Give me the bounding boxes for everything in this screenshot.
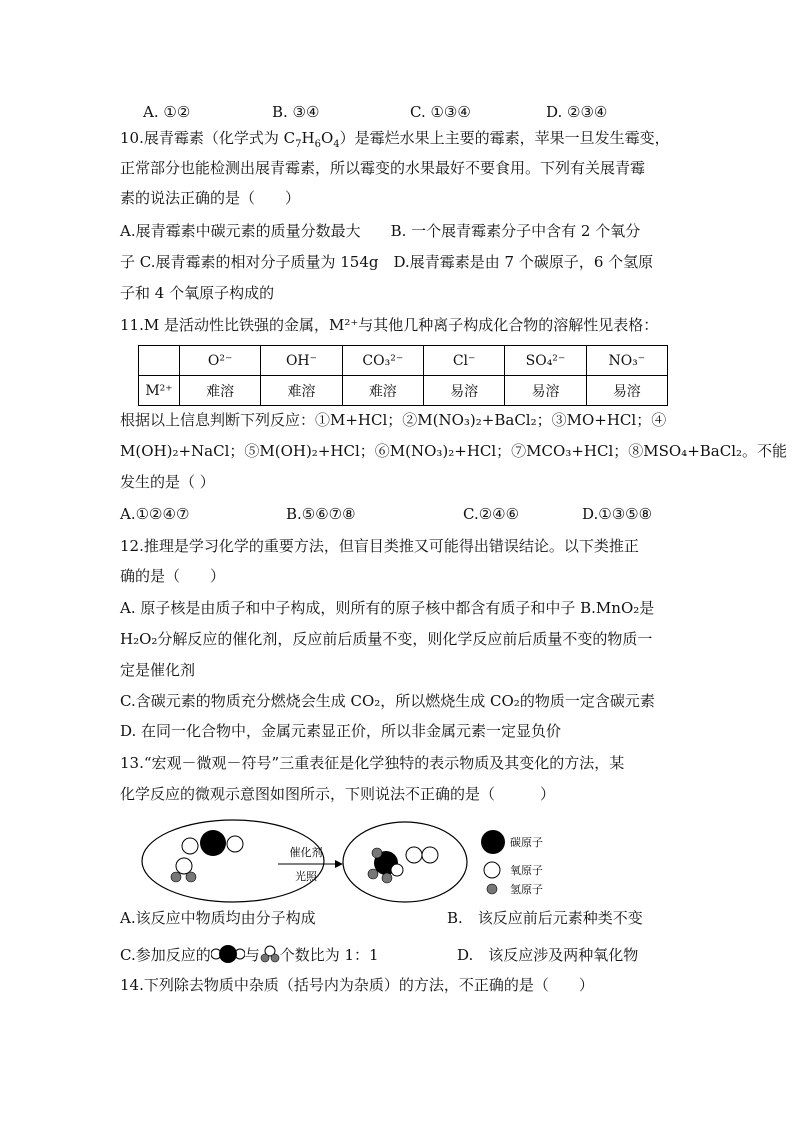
arrowhead-icon bbox=[335, 860, 343, 868]
q13-line-2: 化学反应的微观示意图如图所示，下则说法不正确的是（ ） bbox=[120, 785, 556, 803]
oxygen-atom bbox=[227, 836, 243, 852]
q12-line-7: D. 在同一化合物中，金属元素显正价，所以非金属元素一定显负价 bbox=[120, 722, 562, 740]
q13-option-b: B. 该反应前后元素种类不变 bbox=[447, 909, 643, 927]
q11-line-4: 发生的是（ ） bbox=[120, 473, 215, 491]
q11-option-d: D.①③⑤⑧ bbox=[582, 505, 653, 523]
q13-option-a: A.该反应中物质均由分子构成 bbox=[120, 909, 316, 927]
table-cell: M²⁺ bbox=[139, 376, 180, 406]
q10-line-2: 正常部分也能检测出展青霉素，所以霉变的水果最好不要食用。下列有关展青霉 bbox=[120, 159, 646, 177]
table-cell: OH⁻ bbox=[261, 346, 342, 376]
solubility-table bbox=[138, 345, 668, 406]
oxygen-atom bbox=[176, 858, 192, 874]
q12-line-4: H₂O₂分解反应的催化剂，反应前后质量不变，则化学反应前后质量不变的物质一 bbox=[120, 630, 653, 648]
table-cell: 易溶 bbox=[423, 376, 504, 406]
q13-option-c: C.参加反应的 与 个数比为 1：1 bbox=[120, 946, 379, 964]
legend-carbon-icon bbox=[481, 830, 505, 854]
q12-line-5: 定是催化剂 bbox=[120, 661, 196, 679]
oxygen-atom bbox=[406, 847, 422, 863]
q12-line-1: 12.推理是学习化学的重要方法，但盲目类推又可能得出错误结论。以下类推正 bbox=[120, 537, 639, 555]
q13-line-1: 13.“宏观－微观－符号”三重表征是化学独特的表示物质及其变化的方法，某 bbox=[120, 754, 625, 772]
q11-line-3: M(OH)₂+NaCl；⑤M(OH)₂+HCl；⑥M(NO₃)₂+HCl；⑦MCO₃+HCl；⑧MSO₄+BaCl₂。不能 bbox=[120, 442, 788, 460]
arrow-condition-top: 催化剂 bbox=[289, 846, 323, 859]
table-cell: 易溶 bbox=[586, 376, 667, 406]
reactants-ellipse bbox=[142, 820, 324, 902]
legend-label-oxygen: 氧原子 bbox=[510, 864, 543, 877]
table-cell: 难溶 bbox=[180, 376, 261, 406]
legend-label-hydrogen: 氢原子 bbox=[510, 883, 543, 896]
oxygen-atom bbox=[182, 838, 198, 854]
reaction-diagram bbox=[140, 818, 580, 904]
q9-option-d: D. ②③④ bbox=[546, 103, 608, 121]
table-header-row bbox=[139, 346, 668, 376]
q12-line-3: A. 原子核是由质子和中子构成，则所有的原子核中都含有质子和中子 B.MnO₂是 bbox=[120, 599, 655, 617]
hydrogen-atom bbox=[186, 872, 196, 882]
hydrogen-atom bbox=[382, 873, 392, 883]
q14-line-1: 14.下列除去物质中杂质（括号内为杂质）的方法，不正确的是（ ） bbox=[120, 976, 594, 994]
q11-line-1: 11.M 是活动性比铁强的金属，M²⁺与其他几种离子构成化合物的溶解性见表格： bbox=[120, 316, 659, 334]
q9-option-c: C. ①③④ bbox=[410, 103, 471, 121]
table-cell bbox=[139, 346, 180, 376]
table-cell: 易溶 bbox=[505, 376, 586, 406]
water-molecule-icon bbox=[260, 945, 280, 963]
co2-molecule-icon bbox=[211, 945, 245, 963]
q12-line-6: C.含碳元素的物质充分燃烧会生成 CO₂，所以燃烧生成 CO₂的物质一定含碳元素 bbox=[120, 692, 655, 710]
hydrogen-atom bbox=[368, 869, 378, 879]
table-cell: SO₄²⁻ bbox=[505, 346, 586, 376]
products-ellipse bbox=[343, 822, 467, 902]
q12-line-2: 确的是（ ） bbox=[120, 567, 226, 585]
legend-label-carbon: 碳原子 bbox=[510, 836, 543, 849]
table-cell: NO₃⁻ bbox=[586, 346, 667, 376]
oxygen-atom bbox=[391, 864, 403, 876]
arrow-condition-bottom: 光照 bbox=[295, 870, 317, 883]
table-cell: Cl⁻ bbox=[423, 346, 504, 376]
table-cell: O²⁻ bbox=[180, 346, 261, 376]
q10-line-6: 子和 4 个氧原子构成的 bbox=[120, 284, 275, 302]
legend-hydrogen-icon bbox=[487, 884, 497, 894]
table-cell: 难溶 bbox=[261, 376, 342, 406]
hydrogen-atom bbox=[372, 848, 382, 858]
q9-option-b: B. ③④ bbox=[272, 103, 320, 121]
q10-line-1: 10.展青霉素（化学式为 $C_7H_6O_4$）是霉烂水果上主要的霉素，苹果一旦发生霉变， bbox=[120, 129, 670, 150]
q9-option-a: A. ①② bbox=[143, 103, 191, 121]
table-cell: CO₃²⁻ bbox=[342, 346, 423, 376]
table-cell: 难溶 bbox=[342, 376, 423, 406]
q11-option-a: A.①②④⑦ bbox=[120, 505, 190, 523]
hydrogen-atom bbox=[171, 872, 181, 882]
q10-line-5: 子 C.展青霉素的相对分子质量为 154g D.展青霉素是由 7 个碳原子，6 个氢原 bbox=[120, 253, 654, 271]
table-row bbox=[139, 376, 668, 406]
q11-option-b: B.⑤⑥⑦⑧ bbox=[286, 505, 356, 523]
q10-line-3: 素的说法正确的是（ ） bbox=[120, 189, 301, 207]
legend-oxygen-icon bbox=[484, 862, 500, 878]
q11-line-2: 根据以上信息判断下列反应：①M+HCl；②M(NO₃)₂+BaCl₂；③MO+HCl；④ bbox=[120, 411, 667, 429]
q13-option-d: D. 该反应涉及两种氧化物 bbox=[457, 946, 639, 964]
q10-line-4: A.展青霉素中碳元素的质量分数最大 B. 一个展青霉素分子中含有 2 个氧分 bbox=[120, 222, 641, 240]
oxygen-atom bbox=[422, 847, 438, 863]
q11-option-c: C.②④⑥ bbox=[463, 505, 520, 523]
carbon-atom bbox=[200, 830, 226, 856]
